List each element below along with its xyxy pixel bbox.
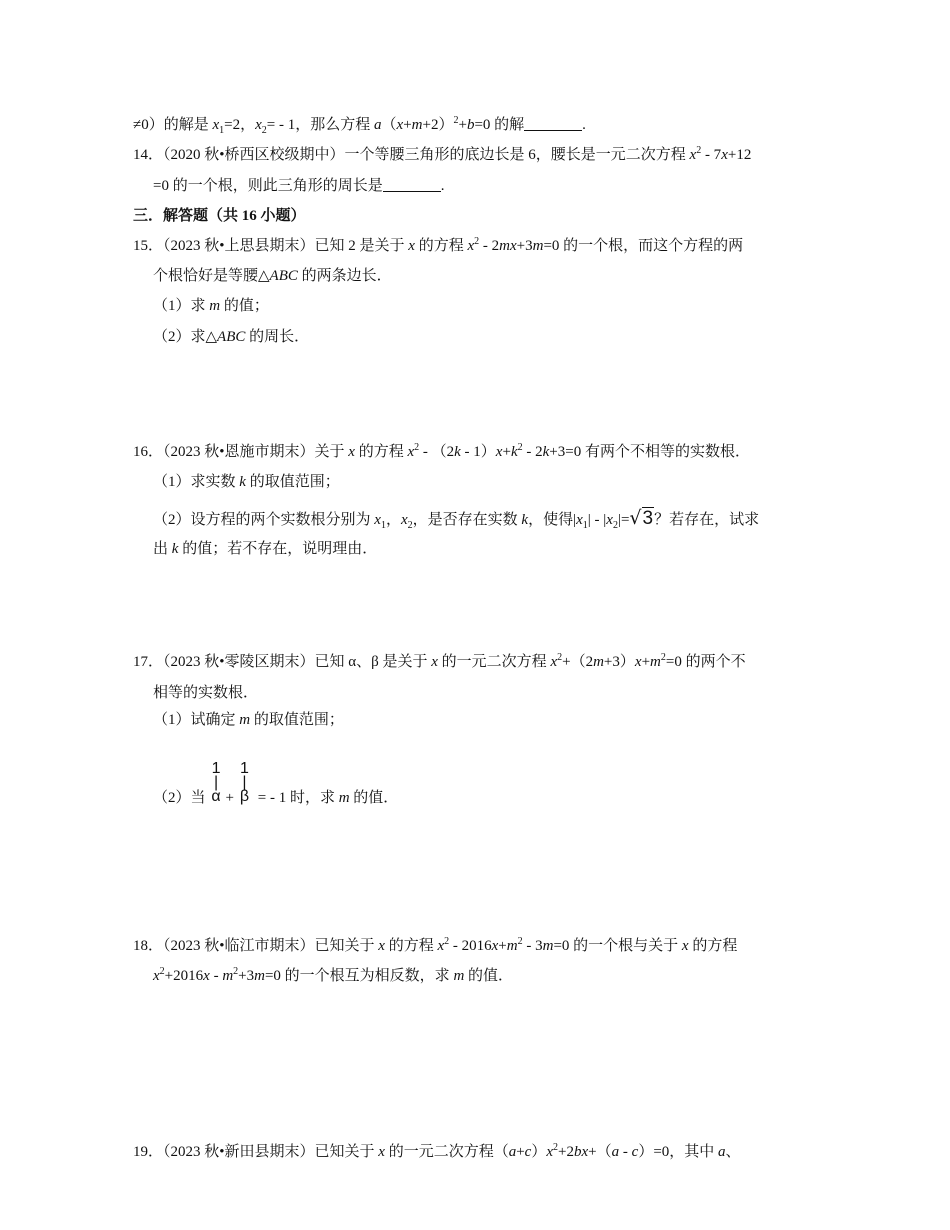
- math-variable: m: [254, 968, 265, 984]
- text: =0 的一个根，则此三角形的周长是: [153, 178, 383, 194]
- answer-blank: [524, 116, 582, 131]
- text: 16．（2023 秋•恩施市期末）关于: [133, 444, 349, 460]
- math-variable: x: [634, 654, 642, 670]
- text: +2016: [164, 968, 204, 984]
- text: - 1）: [460, 444, 496, 460]
- superscript: 2: [444, 936, 450, 947]
- text: 的方程: [354, 444, 408, 460]
- math-variable: ABC: [269, 268, 298, 284]
- math-variable: m: [209, 298, 221, 314]
- math-variable: x: [212, 117, 220, 133]
- text: +（: [588, 1144, 612, 1160]
- math-variable: c: [524, 1144, 532, 1160]
- text: .: [582, 117, 586, 133]
- subscript: 1: [219, 125, 225, 136]
- math-variable: m: [542, 938, 554, 954]
- text: 15．（2023 秋•上思县期末）已知 2 是关于: [133, 238, 409, 254]
- text: =0 的一个根与关于: [553, 938, 682, 954]
- question-15: [133, 236, 743, 256]
- text: 19．（2023 秋•新田县期末）已知关于: [133, 1144, 379, 1160]
- text: - 7: [701, 147, 722, 163]
- text: -: [209, 968, 223, 984]
- text: +: [498, 938, 507, 954]
- text: - 2: [522, 444, 543, 460]
- text: +3）: [603, 654, 635, 670]
- text: - 2016: [449, 938, 492, 954]
- text: 的值．: [464, 968, 514, 984]
- math-variable: x: [467, 238, 475, 254]
- math-variable: x: [378, 1144, 385, 1160]
- math-variable: m: [650, 654, 661, 670]
- text: - （2: [419, 444, 455, 460]
- text: 的方程: [384, 938, 438, 954]
- superscript: 2: [474, 236, 480, 247]
- math-variable: x: [491, 938, 499, 954]
- text: +2: [558, 1144, 574, 1160]
- text: +: [502, 444, 511, 460]
- text: +12: [727, 147, 752, 163]
- answer-blank: [383, 177, 441, 192]
- text: =0 的解: [474, 117, 525, 133]
- math-variable: k: [542, 444, 550, 460]
- text: （2）求△: [153, 329, 218, 345]
- text: 的一元二次方程（: [384, 1144, 509, 1160]
- question-17-part-1: [153, 710, 344, 730]
- subscript: 2: [612, 520, 618, 531]
- question-15-part-2: [153, 327, 309, 347]
- text: +: [458, 117, 467, 133]
- math-variable: m: [239, 712, 251, 728]
- radicand: 3: [642, 508, 654, 529]
- math-variable: x: [348, 444, 355, 460]
- math-variable: a: [718, 1144, 726, 1160]
- math-variable: x: [378, 938, 385, 954]
- superscript: 2: [553, 1142, 559, 1153]
- subscript: 1: [380, 520, 386, 531]
- text: +3=0 有两个不相等的实数根．: [549, 444, 750, 460]
- text: - 3: [522, 938, 543, 954]
- math-variable: x: [495, 444, 503, 460]
- math-variable: k: [454, 444, 461, 460]
- text: +2）: [422, 117, 454, 133]
- math-variable: bx: [574, 1144, 589, 1160]
- question-19: [133, 1142, 741, 1162]
- text: 的值；若不存在，说明理由．: [178, 541, 378, 557]
- math-variable: ABC: [217, 329, 246, 345]
- math-variable: mx: [499, 238, 517, 254]
- text: 的取值范围；: [245, 474, 340, 490]
- subscript: 2: [261, 125, 267, 136]
- text: = - 1，那么方程: [266, 117, 375, 133]
- text: ？若存在，试求: [654, 512, 760, 528]
- text: +3: [238, 968, 255, 984]
- fraction: 1|α: [207, 760, 225, 802]
- math-variable: x: [396, 117, 404, 133]
- question-17-part-2: [153, 760, 399, 808]
- math-variable: x: [576, 512, 583, 528]
- text: （2）当: [153, 790, 206, 806]
- math-variable: x: [721, 147, 728, 163]
- superscript: 2: [233, 966, 239, 977]
- question-14-continuation: [153, 176, 444, 196]
- text: （1）试确定: [153, 712, 240, 728]
- math-variable: x: [408, 238, 415, 254]
- math-variable: x: [374, 512, 381, 528]
- subscript: 1: [582, 520, 588, 531]
- math-variable: a: [508, 1144, 517, 1160]
- text: 、: [725, 1144, 741, 1160]
- math-variable: x: [203, 968, 210, 984]
- math-variable: x: [153, 968, 160, 984]
- superscript: 2: [159, 966, 165, 977]
- text: =2，: [224, 117, 256, 133]
- text: =0 的一个根，而这个方程的两: [543, 238, 744, 254]
- question-16-part-2: [153, 508, 759, 530]
- section-heading: [133, 206, 306, 226]
- text: 相等的实数根．: [153, 685, 259, 701]
- text: 三．解答题（共 16 小题）: [133, 208, 306, 224]
- math-variable: m: [222, 968, 234, 984]
- math-variable: k: [521, 512, 529, 528]
- math-variable: m: [338, 790, 350, 806]
- math-variable: x: [437, 938, 445, 954]
- text: =0 的一个根互为相反数，求: [264, 968, 454, 984]
- math-variable: m: [532, 238, 544, 254]
- text: 的方程: [414, 238, 468, 254]
- text: 的一元二次方程: [437, 654, 551, 670]
- math-variable: x: [400, 512, 408, 528]
- superscript: 2: [660, 652, 666, 663]
- math-variable: x: [255, 117, 262, 133]
- text: ）=0，其中: [638, 1144, 719, 1160]
- text: +: [641, 654, 651, 670]
- text: ，是否存在实数: [412, 512, 522, 528]
- question-18-continuation: [153, 966, 513, 986]
- math-variable: m: [506, 938, 518, 954]
- text: ）: [531, 1144, 547, 1160]
- text: ，: [385, 512, 401, 528]
- superscript: 2: [453, 115, 459, 126]
- text: 出: [153, 541, 172, 557]
- math-variable: k: [171, 541, 179, 557]
- text: （2）设方程的两个实数根分别为: [153, 512, 375, 528]
- superscript: 2: [517, 442, 523, 453]
- text: -: [619, 1144, 632, 1160]
- text: = - 1 时，求: [253, 790, 339, 806]
- math-variable: m: [593, 654, 604, 670]
- text: .: [440, 178, 445, 194]
- q13-continuation: [133, 115, 586, 135]
- math-variable: x: [431, 654, 438, 670]
- subscript: 2: [407, 520, 413, 531]
- text: 的值．: [349, 790, 399, 806]
- math-variable: x: [689, 147, 697, 163]
- math-variable: x: [550, 654, 558, 670]
- text: - 2: [479, 238, 500, 254]
- math-variable: m: [453, 968, 465, 984]
- math-variable: c: [631, 1144, 639, 1160]
- question-14: [133, 145, 751, 165]
- text: 的取值范围；: [250, 712, 344, 728]
- question-16: [133, 442, 750, 462]
- superscript: 2: [557, 652, 563, 663]
- text: （1）求实数: [153, 474, 240, 490]
- text: 17．（2023 秋•零陵区期末）已知 α、β 是关于: [133, 654, 432, 670]
- math-variable: x: [546, 1144, 554, 1160]
- question-17: [133, 652, 746, 672]
- text: ≠0）的解是: [133, 117, 213, 133]
- fraction: 1|β: [235, 760, 253, 802]
- text: +3: [516, 238, 533, 254]
- question-18: [133, 936, 737, 956]
- question-15-part-1: [153, 296, 269, 316]
- math-variable: m: [411, 117, 423, 133]
- question-15-continuation: [153, 266, 392, 286]
- question-16-part-1: [153, 472, 340, 492]
- math-variable: k: [510, 444, 518, 460]
- superscript: 2: [517, 936, 523, 947]
- text: 的值；: [220, 298, 269, 314]
- math-variable: a: [611, 1144, 620, 1160]
- text: |=: [617, 512, 630, 528]
- superscript: 2: [414, 442, 420, 453]
- square-root: [629, 507, 654, 529]
- radical-sign: √: [629, 507, 642, 529]
- text: 的方程: [688, 938, 738, 954]
- text: | - |: [587, 512, 607, 528]
- math-variable: x: [681, 938, 689, 954]
- question-16-part-2-continuation: [153, 539, 377, 559]
- text: 的周长．: [245, 329, 310, 345]
- text: 14．（2020 秋•桥西区校级期中）一个等腰三角形的底边长是 6，腰长是一元二次方程: [133, 147, 690, 163]
- text: ，使得|: [528, 512, 577, 528]
- math-variable: x: [606, 512, 613, 528]
- text: +: [403, 117, 412, 133]
- text: 的两条边长．: [297, 268, 392, 284]
- text: +（2: [562, 654, 594, 670]
- math-variable: a: [374, 117, 382, 133]
- math-variable: x: [407, 444, 415, 460]
- text: =0 的两个不: [665, 654, 746, 670]
- text: 个根恰好是等腰△: [153, 268, 270, 284]
- text: （1）求: [153, 298, 210, 314]
- text: +: [225, 790, 234, 806]
- text: （: [381, 117, 397, 133]
- math-variable: b: [466, 117, 475, 133]
- text: +: [516, 1144, 525, 1160]
- superscript: 2: [696, 145, 702, 156]
- text: 18．（2023 秋•临江市期末）已知关于: [133, 938, 379, 954]
- math-variable: k: [239, 474, 246, 490]
- question-17-continuation: [153, 683, 258, 703]
